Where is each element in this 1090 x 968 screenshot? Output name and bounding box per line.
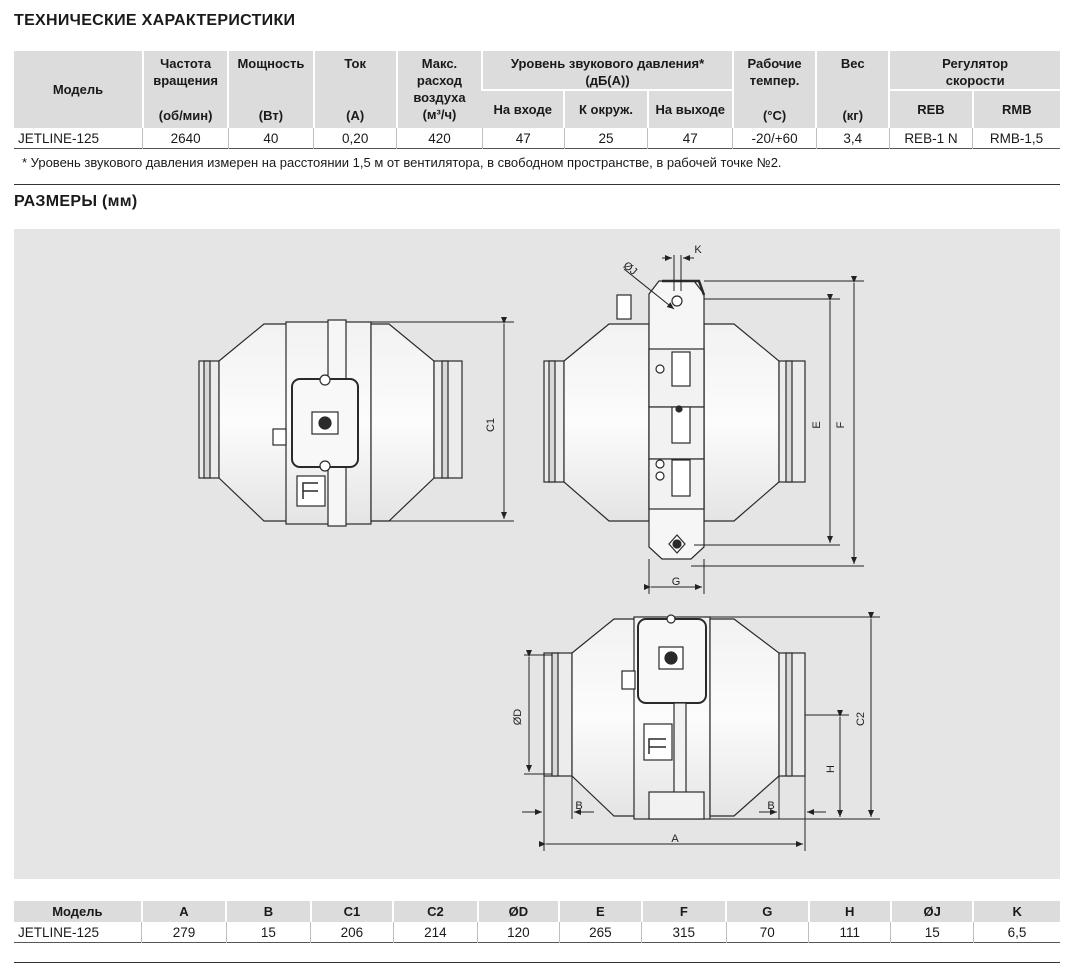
label-h: H bbox=[825, 765, 837, 773]
header-temp bbox=[733, 51, 816, 128]
header-current-unit: (А) bbox=[346, 108, 365, 123]
drawing-panel bbox=[14, 229, 1060, 879]
dim-header-c2: C2 bbox=[393, 901, 477, 922]
cell-rmb: RMB-1,5 bbox=[973, 128, 1060, 149]
section-divider bbox=[14, 184, 1060, 185]
dim-cell-d: 120 bbox=[478, 922, 559, 943]
dim-cell-e: 265 bbox=[559, 922, 641, 943]
cell-reb: REB-1 N bbox=[889, 128, 972, 149]
label-c1: C1 bbox=[485, 417, 497, 433]
label-f: F bbox=[835, 421, 847, 429]
header-speed-unit: (об/мин) bbox=[158, 108, 213, 123]
header-temp-label: Рабочие темпер. bbox=[747, 56, 802, 88]
dimensions-table bbox=[14, 901, 1060, 943]
header-speed-label: Частота вращения bbox=[153, 56, 218, 88]
bottom-divider bbox=[14, 962, 1060, 963]
dim-header-d: ØD bbox=[478, 901, 559, 922]
label-e: E bbox=[811, 421, 823, 429]
header-temp-unit: (°С) bbox=[762, 108, 787, 123]
dim-cell-g: 70 bbox=[726, 922, 808, 943]
dim-cell-a: 279 bbox=[142, 922, 226, 943]
label-b-right: B bbox=[767, 800, 775, 812]
header-sound-in: На входе bbox=[482, 90, 564, 128]
cell-sound-around: 25 bbox=[564, 128, 647, 149]
side-view bbox=[544, 281, 805, 559]
dim-cell-f: 315 bbox=[642, 922, 726, 943]
header-rmb: RMB bbox=[973, 90, 1060, 128]
dim-cell-j: 15 bbox=[891, 922, 973, 943]
header-power-unit: (Вт) bbox=[258, 108, 284, 123]
cell-sound-in: 47 bbox=[482, 128, 564, 149]
header-regulator-label: Регулятор скорости bbox=[942, 56, 1009, 88]
spec-row bbox=[14, 128, 1060, 149]
label-a: A bbox=[671, 833, 679, 845]
header-power-label: Мощность bbox=[237, 56, 305, 71]
dimensions-title: РАЗМЕРЫ (мм) bbox=[14, 193, 138, 210]
dim-row bbox=[14, 922, 1060, 943]
dim-header-model: Модель bbox=[14, 901, 142, 922]
header-model: Модель bbox=[14, 51, 143, 128]
dim-cell-model: JETLINE-125 bbox=[18, 924, 100, 940]
front-view bbox=[199, 320, 462, 526]
cell-temp: -20/+60 bbox=[733, 128, 816, 149]
dim-header-f: F bbox=[642, 901, 726, 922]
dim-header-c1: C1 bbox=[311, 901, 393, 922]
cell-speed: 2640 bbox=[143, 128, 228, 149]
header-airflow bbox=[397, 51, 482, 128]
spec-table bbox=[14, 51, 1060, 149]
dim-cell-h: 111 bbox=[809, 922, 891, 943]
header-airflow-unit: (м³/ч) bbox=[422, 107, 457, 122]
label-b-left: B bbox=[575, 800, 583, 812]
bottom-view bbox=[544, 615, 805, 819]
header-current-label: Ток bbox=[344, 56, 366, 71]
dim-header-g: G bbox=[726, 901, 808, 922]
dim-header-e: E bbox=[559, 901, 641, 922]
cell-current: 0,20 bbox=[314, 128, 397, 149]
dim-header-h: H bbox=[809, 901, 891, 922]
dim-header-b: B bbox=[226, 901, 310, 922]
header-sound-out: На выходе bbox=[648, 90, 733, 128]
dim-cell-b: 15 bbox=[226, 922, 310, 943]
label-c2: C2 bbox=[855, 711, 867, 727]
header-weight bbox=[816, 51, 889, 128]
header-reb: REB bbox=[889, 90, 972, 128]
cell-model: JETLINE-125 bbox=[18, 130, 100, 146]
header-weight-unit: (кг) bbox=[842, 108, 864, 123]
header-regulator bbox=[889, 51, 1060, 90]
label-k: K bbox=[694, 244, 702, 256]
label-j: ØJ bbox=[620, 259, 640, 278]
sound-note: * Уровень звукового давления измерен на расстоянии 1,5 м от вентилятора, в свободном пространстве, в рабочей точке №2. bbox=[22, 155, 782, 170]
header-airflow-label: Макс. расход воздуха bbox=[413, 56, 466, 105]
cell-airflow: 420 bbox=[397, 128, 482, 149]
cell-sound-out: 47 bbox=[648, 128, 733, 149]
cell-power: 40 bbox=[228, 128, 313, 149]
label-d: ØD bbox=[512, 708, 524, 726]
header-sound-label: Уровень звукового давления* (дБ(А)) bbox=[510, 56, 705, 88]
dim-header-a: A bbox=[142, 901, 226, 922]
header-current bbox=[314, 51, 397, 128]
dim-cell-c1: 206 bbox=[311, 922, 393, 943]
dim-cell-c2: 214 bbox=[393, 922, 477, 943]
dim-header-k: K bbox=[973, 901, 1060, 922]
header-sound bbox=[482, 51, 733, 90]
dim-cell-k: 6,5 bbox=[973, 922, 1060, 943]
header-power bbox=[228, 51, 313, 128]
header-sound-around: К окруж. bbox=[564, 90, 647, 128]
spec-title: ТЕХНИЧЕСКИЕ ХАРАКТЕРИСТИКИ bbox=[14, 12, 296, 29]
header-speed bbox=[143, 51, 228, 128]
dimension-drawing bbox=[14, 229, 1060, 879]
header-weight-label: Вес bbox=[840, 56, 865, 71]
cell-weight: 3,4 bbox=[816, 128, 889, 149]
label-g: G bbox=[671, 576, 681, 588]
dim-header-j: ØJ bbox=[891, 901, 973, 922]
